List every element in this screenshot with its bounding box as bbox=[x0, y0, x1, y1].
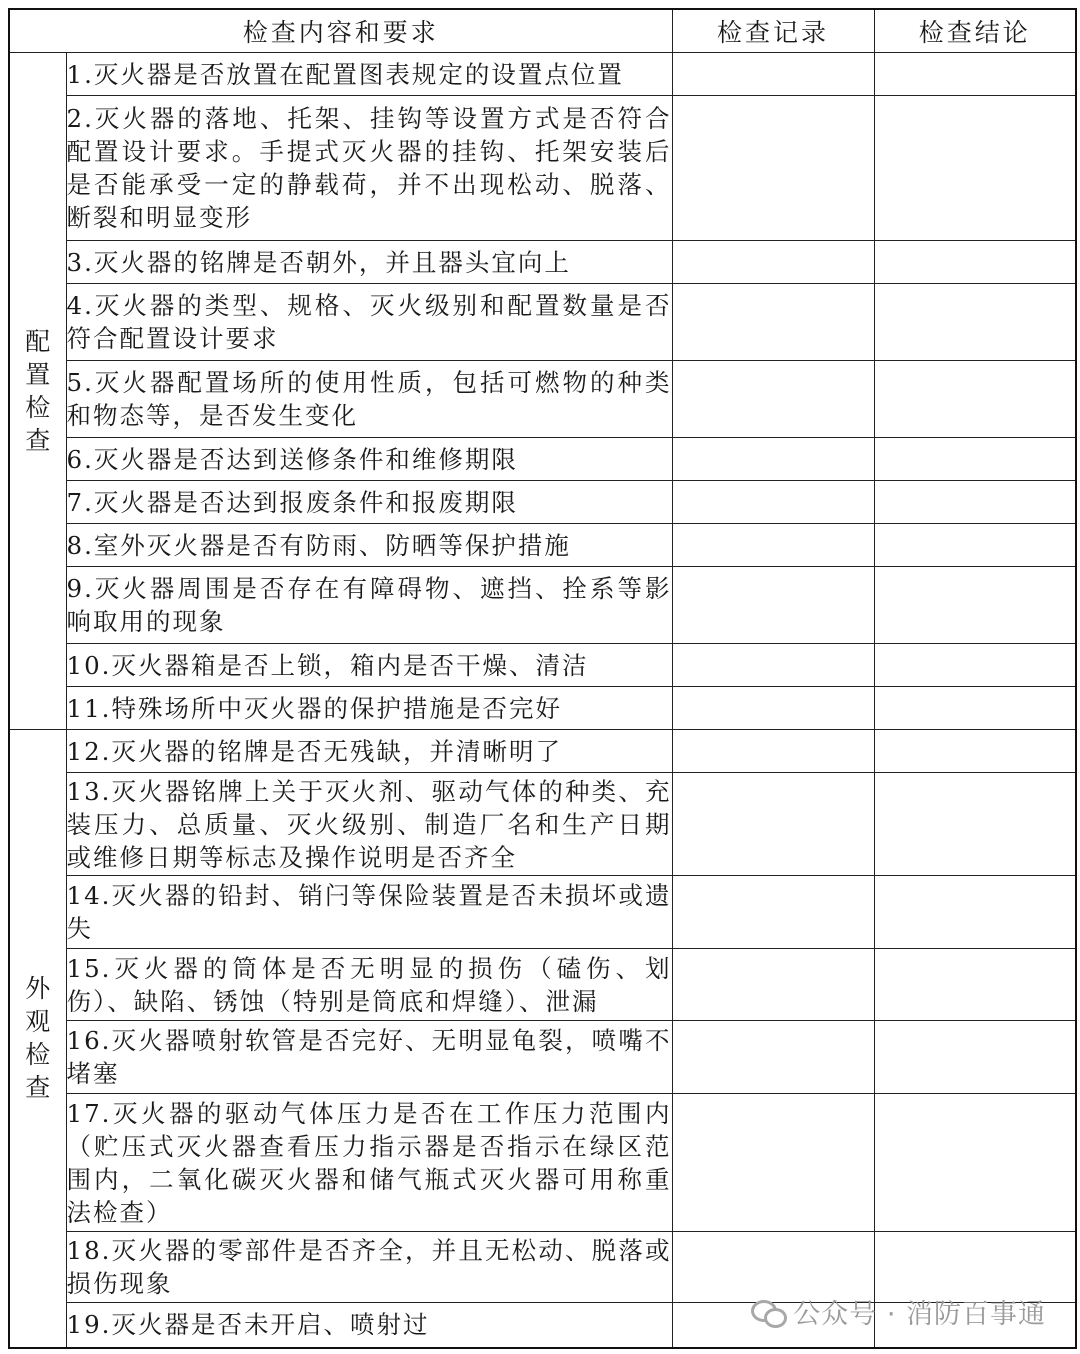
table-row bbox=[9, 949, 1076, 1021]
table-row bbox=[9, 96, 1076, 241]
check-item: 3.灭火器的铭牌是否朝外，并且器头宜向上 bbox=[66, 241, 672, 284]
check-item: 7.灭火器是否达到报废条件和报废期限 bbox=[66, 481, 672, 524]
check-item: 8.室外灭火器是否有防雨、防晒等保护措施 bbox=[66, 524, 672, 567]
conclusion-cell[interactable] bbox=[874, 1021, 1076, 1094]
record-cell[interactable] bbox=[672, 53, 874, 96]
record-cell[interactable] bbox=[672, 567, 874, 644]
conclusion-cell[interactable] bbox=[874, 730, 1076, 773]
check-item: 16.灭火器喷射软管是否完好、无明显龟裂，喷嘴不堵塞 bbox=[66, 1021, 672, 1094]
check-item: 13.灭火器铭牌上关于灭火剂、驱动气体的种类、充装压力、总质量、灭火级别、制造厂名和生产日期或维修日期等标志及操作说明是否齐全 bbox=[66, 773, 672, 876]
table-row bbox=[9, 876, 1076, 949]
conclusion-cell[interactable] bbox=[874, 524, 1076, 567]
check-item: 15.灭火器的筒体是否无明显的损伤（磕伤、划伤）、缺陷、锈蚀（特别是筒底和焊缝）、泄漏 bbox=[66, 949, 672, 1021]
header-conclusion: 检查结论 bbox=[874, 9, 1076, 53]
conclusion-cell[interactable] bbox=[874, 53, 1076, 96]
table-row bbox=[9, 524, 1076, 567]
record-cell[interactable] bbox=[672, 524, 874, 567]
check-item: 10.灭火器箱是否上锁，箱内是否干燥、清洁 bbox=[66, 644, 672, 687]
watermark bbox=[751, 1292, 1046, 1331]
conclusion-cell[interactable] bbox=[874, 361, 1076, 438]
record-cell[interactable] bbox=[672, 1021, 874, 1094]
table-row bbox=[9, 644, 1076, 687]
header-row bbox=[9, 9, 1076, 53]
conclusion-cell[interactable] bbox=[874, 438, 1076, 481]
conclusion-cell[interactable] bbox=[874, 644, 1076, 687]
record-cell[interactable] bbox=[672, 361, 874, 438]
conclusion-cell[interactable] bbox=[874, 284, 1076, 361]
record-cell[interactable] bbox=[672, 730, 874, 773]
watermark-text: 公众号 · 消防百事通 bbox=[793, 1299, 1046, 1330]
table-row bbox=[9, 481, 1076, 524]
conclusion-cell[interactable] bbox=[874, 1094, 1076, 1232]
table-row bbox=[9, 1021, 1076, 1094]
conclusion-cell[interactable] bbox=[874, 96, 1076, 241]
conclusion-cell[interactable] bbox=[874, 773, 1076, 876]
header-content: 检查内容和要求 bbox=[9, 9, 672, 53]
table-row bbox=[9, 361, 1076, 438]
table-row bbox=[9, 730, 1076, 773]
table-row bbox=[9, 687, 1076, 730]
record-cell[interactable] bbox=[672, 949, 874, 1021]
check-item: 9.灭火器周围是否存在有障碍物、遮挡、拴系等影响取用的现象 bbox=[66, 567, 672, 644]
record-cell[interactable] bbox=[672, 876, 874, 949]
check-item: 11.特殊场所中灭火器的保护措施是否完好 bbox=[66, 687, 672, 730]
conclusion-cell[interactable] bbox=[874, 687, 1076, 730]
table-row bbox=[9, 773, 1076, 876]
check-item: 17.灭火器的驱动气体压力是否在工作压力范围内（贮压式灭火器查看压力指示器是否指示在绿区范围内，二氧化碳灭火器和储气瓶式灭火器可用称重法检查） bbox=[66, 1094, 672, 1232]
conclusion-cell[interactable] bbox=[874, 241, 1076, 284]
check-item: 12.灭火器的铭牌是否无残缺，并清晰明了 bbox=[66, 730, 672, 773]
check-item: 2.灭火器的落地、托架、挂钩等设置方式是否符合配置设计要求。手提式灭火器的挂钩、托架安装后是否能承受一定的静载荷，并不出现松动、脱落、断裂和明显变形 bbox=[66, 96, 672, 241]
table-row bbox=[9, 284, 1076, 361]
inspection-table bbox=[8, 8, 1077, 1349]
category-appearance-check: 外观检查 bbox=[9, 730, 66, 1348]
table-row bbox=[9, 438, 1076, 481]
record-cell[interactable] bbox=[672, 96, 874, 241]
record-cell[interactable] bbox=[672, 1094, 874, 1232]
record-cell[interactable] bbox=[672, 241, 874, 284]
record-cell[interactable] bbox=[672, 687, 874, 730]
conclusion-cell[interactable] bbox=[874, 567, 1076, 644]
check-item: 18.灭火器的零部件是否齐全，并且无松动、脱落或损伤现象 bbox=[66, 1232, 672, 1303]
category-config-check: 配置检查 bbox=[9, 53, 66, 730]
record-cell[interactable] bbox=[672, 644, 874, 687]
check-item: 14.灭火器的铅封、销闩等保险装置是否未损坏或遗失 bbox=[66, 876, 672, 949]
table-row bbox=[9, 53, 1076, 96]
check-item: 6.灭火器是否达到送修条件和维修期限 bbox=[66, 438, 672, 481]
check-item: 1.灭火器是否放置在配置图表规定的设置点位置 bbox=[66, 53, 672, 96]
conclusion-cell[interactable] bbox=[874, 949, 1076, 1021]
record-cell[interactable] bbox=[672, 773, 874, 876]
table-row bbox=[9, 1094, 1076, 1232]
check-item: 5.灭火器配置场所的使用性质，包括可燃物的种类和物态等，是否发生变化 bbox=[66, 361, 672, 438]
conclusion-cell[interactable] bbox=[874, 481, 1076, 524]
table-row bbox=[9, 241, 1076, 284]
record-cell[interactable] bbox=[672, 438, 874, 481]
conclusion-cell[interactable] bbox=[874, 876, 1076, 949]
check-item: 19.灭火器是否未开启、喷射过 bbox=[66, 1303, 672, 1348]
record-cell[interactable] bbox=[672, 284, 874, 361]
header-record: 检查记录 bbox=[672, 9, 874, 53]
record-cell[interactable] bbox=[672, 481, 874, 524]
check-item: 4.灭火器的类型、规格、灭火级别和配置数量是否符合配置设计要求 bbox=[66, 284, 672, 361]
wechat-icon bbox=[751, 1298, 785, 1326]
table-row bbox=[9, 567, 1076, 644]
